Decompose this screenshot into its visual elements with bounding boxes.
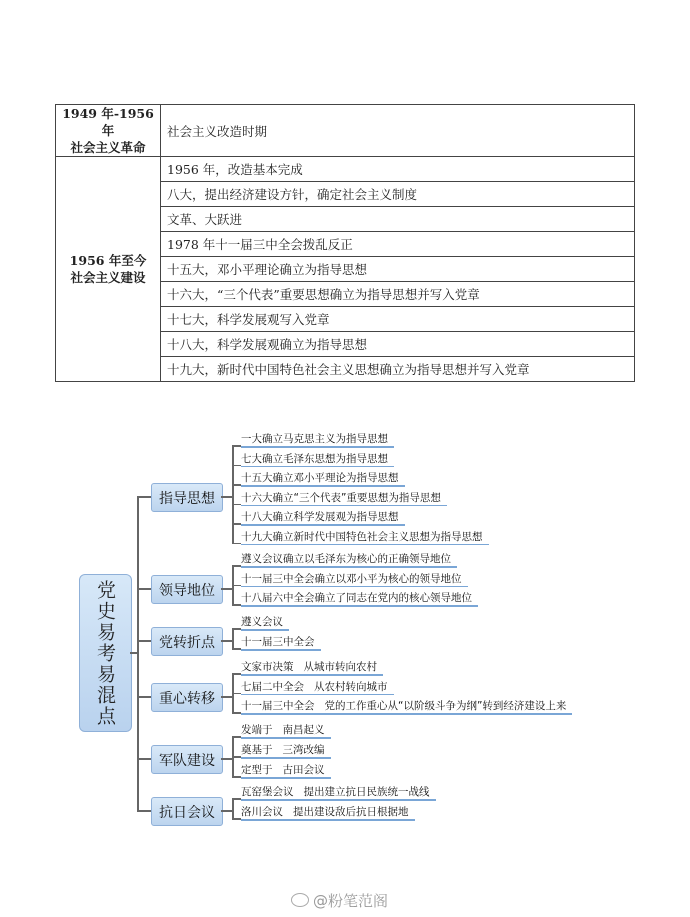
category-connector bbox=[137, 696, 151, 698]
leaf-connector bbox=[232, 585, 241, 587]
mindmap-leaf bbox=[241, 681, 388, 693]
event-cell: 十五大，邓小平理论确立为指导思想 bbox=[161, 257, 635, 282]
leaf-connector bbox=[232, 756, 241, 758]
leaf-label: 七届二中全会 bbox=[241, 680, 304, 693]
leaf-connector bbox=[232, 523, 241, 525]
leaf-connector bbox=[232, 543, 241, 545]
leaf-label: 定型于 bbox=[241, 764, 273, 776]
category-connector bbox=[137, 810, 151, 812]
mindmap-leaf bbox=[241, 724, 325, 736]
category-6: 抗日会议 bbox=[151, 797, 223, 826]
leaf-underline bbox=[241, 799, 436, 801]
mindmap-root: 党史易考易混点 bbox=[79, 574, 132, 732]
mindmap-leaf bbox=[241, 433, 388, 445]
leaf-connector bbox=[232, 818, 241, 820]
leaf-label: 十一届三中全会确立以邓小平为核心的领导地位 bbox=[241, 572, 462, 585]
branch-connector bbox=[221, 588, 232, 590]
category-4: 重心转移 bbox=[151, 683, 223, 712]
branch-connector bbox=[221, 810, 232, 812]
branch-connector bbox=[221, 496, 232, 498]
leaf-label: 一大确立马克思主义为指导思想 bbox=[241, 433, 388, 445]
leaf-underline bbox=[241, 694, 394, 696]
leaf-label: 十九大确立新时代中国特色社会主义思想为指导思想 bbox=[241, 530, 483, 543]
leaf-connector bbox=[232, 445, 241, 447]
mindmap-leaf bbox=[241, 592, 472, 604]
category-1: 指导思想 bbox=[151, 483, 223, 512]
leaf-underline bbox=[241, 566, 457, 568]
leaf-underline bbox=[241, 544, 489, 546]
leaf-underline bbox=[241, 629, 289, 631]
branch-connector bbox=[232, 628, 234, 648]
category-2: 领导地位 bbox=[151, 575, 223, 604]
leaf-underline bbox=[241, 466, 394, 468]
leaf-connector bbox=[232, 693, 241, 695]
leaf-underline bbox=[241, 586, 468, 588]
mindmap-leaf bbox=[241, 700, 566, 712]
branch-connector bbox=[221, 758, 232, 760]
leaf-label: 奠基于 bbox=[241, 744, 273, 756]
mindmap-leaf bbox=[241, 453, 388, 465]
mindmap-leaf bbox=[241, 531, 483, 543]
leaf-underline bbox=[241, 446, 394, 448]
leaf-label: 遵义会议确立以毛泽东为核心的正确领导地位 bbox=[241, 553, 451, 565]
leaf-connector bbox=[232, 776, 241, 778]
event-cell: 社会主义改造时期 bbox=[161, 105, 635, 157]
mindmap-leaf bbox=[241, 786, 430, 798]
event-cell: 八大，提出经济建设方针，确定社会主义制度 bbox=[161, 182, 635, 207]
branch-connector bbox=[221, 696, 232, 698]
mindmap-leaf bbox=[241, 661, 377, 673]
root-connector bbox=[130, 652, 137, 654]
period-cell: 1956 年至今 社会主义建设 bbox=[56, 157, 161, 382]
branch-connector bbox=[232, 445, 234, 543]
watermark: @粉笔范阁 bbox=[291, 890, 388, 911]
event-cell: 1956 年，改造基本完成 bbox=[161, 157, 635, 182]
leaf-connector bbox=[232, 504, 241, 506]
leaf-label: 遵义会议 bbox=[241, 616, 283, 628]
leaf-underline bbox=[241, 524, 405, 526]
leaf-label: 十一届三中全会 bbox=[241, 700, 315, 712]
leaf-connector bbox=[232, 565, 241, 567]
leaf-connector bbox=[232, 798, 241, 800]
table-row bbox=[56, 157, 635, 182]
leaf-underline bbox=[241, 485, 405, 487]
leaf-underline bbox=[241, 737, 331, 739]
leaf-underline bbox=[241, 605, 478, 607]
category-connector bbox=[137, 640, 151, 642]
leaf-connector bbox=[232, 673, 241, 675]
event-cell: 十六大，“三个代表”重要思想确立为指导思想并写入党章 bbox=[161, 282, 635, 307]
category-5: 军队建设 bbox=[151, 745, 223, 774]
leaf-detail: 党的工作重心从“以阶级斗争为纲”转到经济建设上来 bbox=[324, 700, 567, 712]
leaf-detail: 南昌起义 bbox=[282, 724, 325, 736]
mindmap-leaf bbox=[241, 573, 462, 585]
branch-connector bbox=[232, 798, 234, 818]
category-connector bbox=[137, 758, 151, 760]
mindmap-leaf bbox=[241, 744, 325, 756]
leaf-detail: 提出建立抗日民族统一战线 bbox=[303, 786, 430, 798]
event-cell: 十七大，科学发展观写入党章 bbox=[161, 307, 635, 332]
event-cell: 1978 年十一届三中全会拨乱反正 bbox=[161, 232, 635, 257]
leaf-underline bbox=[241, 713, 572, 715]
mindmap-leaf bbox=[241, 492, 441, 504]
history-table bbox=[55, 104, 635, 382]
leaf-connector bbox=[232, 736, 241, 738]
leaf-underline bbox=[241, 505, 447, 507]
leaf-underline bbox=[241, 649, 321, 651]
leaf-label: 十五大确立邓小平理论为指导思想 bbox=[241, 472, 399, 484]
leaf-detail: 提出建设敌后抗日根据地 bbox=[293, 806, 409, 818]
table-row bbox=[56, 105, 635, 157]
leaf-label: 洛川会议 bbox=[241, 806, 283, 818]
spine-connector bbox=[137, 496, 139, 810]
mindmap-leaf bbox=[241, 553, 451, 565]
leaf-label: 十六大确立“三个代表”重要思想为指导思想 bbox=[241, 491, 441, 504]
mindmap-leaf bbox=[241, 511, 399, 523]
mindmap-leaf bbox=[241, 616, 283, 628]
leaf-connector bbox=[232, 465, 241, 467]
leaf-detail: 三湾改编 bbox=[282, 744, 325, 756]
leaf-detail: 从城市转向农村 bbox=[303, 661, 377, 673]
leaf-label: 十八大确立科学发展观为指导思想 bbox=[241, 511, 399, 523]
leaf-connector bbox=[232, 604, 241, 606]
period-cell: 1949 年-1956 年 社会主义革命 bbox=[56, 105, 161, 157]
event-cell: 文革、大跃进 bbox=[161, 207, 635, 232]
leaf-connector bbox=[232, 712, 241, 714]
leaf-label: 文家市决策 bbox=[241, 661, 294, 673]
leaf-detail: 古田会议 bbox=[282, 764, 325, 776]
category-connector bbox=[137, 588, 151, 590]
category-connector bbox=[137, 496, 151, 498]
leaf-label: 十一届三中全会 bbox=[241, 636, 315, 648]
leaf-label: 十八届六中全会确立了同志在党内的核心领导地位 bbox=[241, 592, 472, 604]
leaf-underline bbox=[241, 674, 383, 676]
leaf-label: 瓦窑堡会议 bbox=[241, 786, 294, 798]
leaf-underline bbox=[241, 757, 331, 759]
leaf-detail: 从农村转向城市 bbox=[314, 680, 388, 693]
mindmap-leaf bbox=[241, 764, 325, 776]
weibo-icon bbox=[291, 893, 309, 907]
branch-connector bbox=[221, 640, 232, 642]
event-cell: 十九大，新时代中国特色社会主义思想确立为指导思想并写入党章 bbox=[161, 357, 635, 382]
mindmap-leaf bbox=[241, 636, 315, 648]
leaf-underline bbox=[241, 819, 415, 821]
leaf-connector bbox=[232, 648, 241, 650]
category-3: 党转折点 bbox=[151, 627, 223, 656]
mindmap-leaf bbox=[241, 472, 399, 484]
event-cell: 十八大，科学发展观确立为指导思想 bbox=[161, 332, 635, 357]
leaf-connector bbox=[232, 628, 241, 630]
mindmap-leaf bbox=[241, 806, 409, 818]
leaf-label: 七大确立毛泽东思想为指导思想 bbox=[241, 452, 388, 465]
leaf-label: 发端于 bbox=[241, 724, 273, 736]
leaf-connector bbox=[232, 484, 241, 486]
leaf-underline bbox=[241, 777, 331, 779]
